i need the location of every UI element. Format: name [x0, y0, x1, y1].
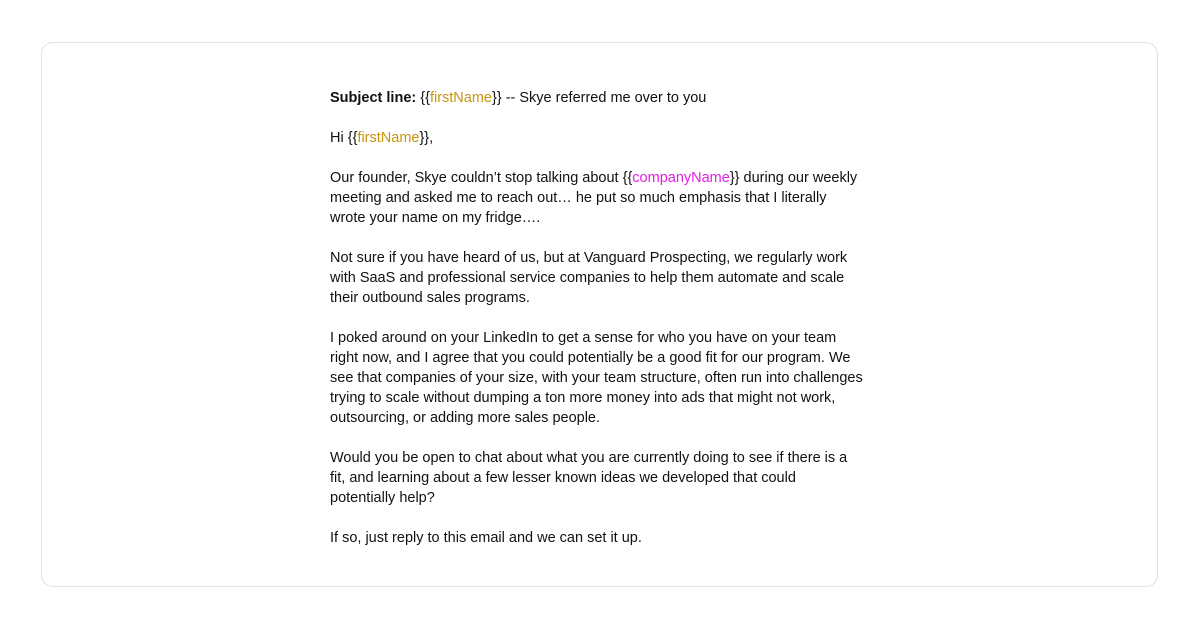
subject-firstname-variable: firstName: [429, 90, 492, 106]
p1-line2: meeting and asked me to reach out… he put so much emphasis that I literally: [330, 190, 827, 206]
greeting-suffix: }},: [419, 130, 434, 146]
p4-line3: potentially help?: [330, 490, 435, 506]
p2-line3: their outbound sales programs.: [330, 290, 530, 306]
p3-line5: outsourcing, or adding more sales people.: [330, 410, 601, 426]
p3-line4: trying to scale without dumping a ton more money into ads that might not work,: [330, 390, 836, 406]
subject-suffix: }} -- Skye referred me over to you: [491, 90, 707, 106]
p4-line2: fit, and learning about a few lesser known ideas we developed that could: [330, 470, 796, 486]
p1-before: Our founder, Skye couldn’t stop talking about {{: [330, 170, 633, 186]
paragraph-about: [330, 248, 890, 308]
subject-line: [330, 88, 890, 108]
p3-line1: I poked around on your LinkedIn to get a sense for who you have on your team: [330, 330, 837, 346]
subject-prefix: {{: [420, 90, 430, 106]
paragraph-ask: [330, 448, 890, 508]
p1-line3: wrote your name on my fridge….: [330, 210, 541, 226]
p2-line1: Not sure if you have heard of us, but at Vanguard Prospecting, we regularly work: [330, 250, 848, 266]
paragraph-intro: [330, 168, 890, 228]
paragraph-linkedin: [330, 328, 890, 428]
greeting-prefix: Hi {{: [330, 130, 358, 146]
greeting-firstname-variable: firstName: [357, 130, 420, 146]
closing-text: If so, just reply to this email and we can set it up.: [330, 530, 642, 546]
p3-line2: right now, and I agree that you could potentially be a good fit for our program. We: [330, 350, 851, 366]
p4-line1: Would you be open to chat about what you are currently doing to see if there is a: [330, 450, 848, 466]
companyname-variable: companyName: [632, 170, 730, 186]
email-body: [330, 88, 890, 568]
p3-line3: see that companies of your size, with your team structure, often run into challenges: [330, 370, 863, 386]
greeting: [330, 128, 890, 148]
p2-line2: with SaaS and professional service companies to help them automate and scale: [330, 270, 845, 286]
subject-label: Subject line:: [330, 90, 417, 106]
p1-line1-after: }} during our weekly: [729, 170, 858, 186]
closing: [330, 528, 890, 548]
